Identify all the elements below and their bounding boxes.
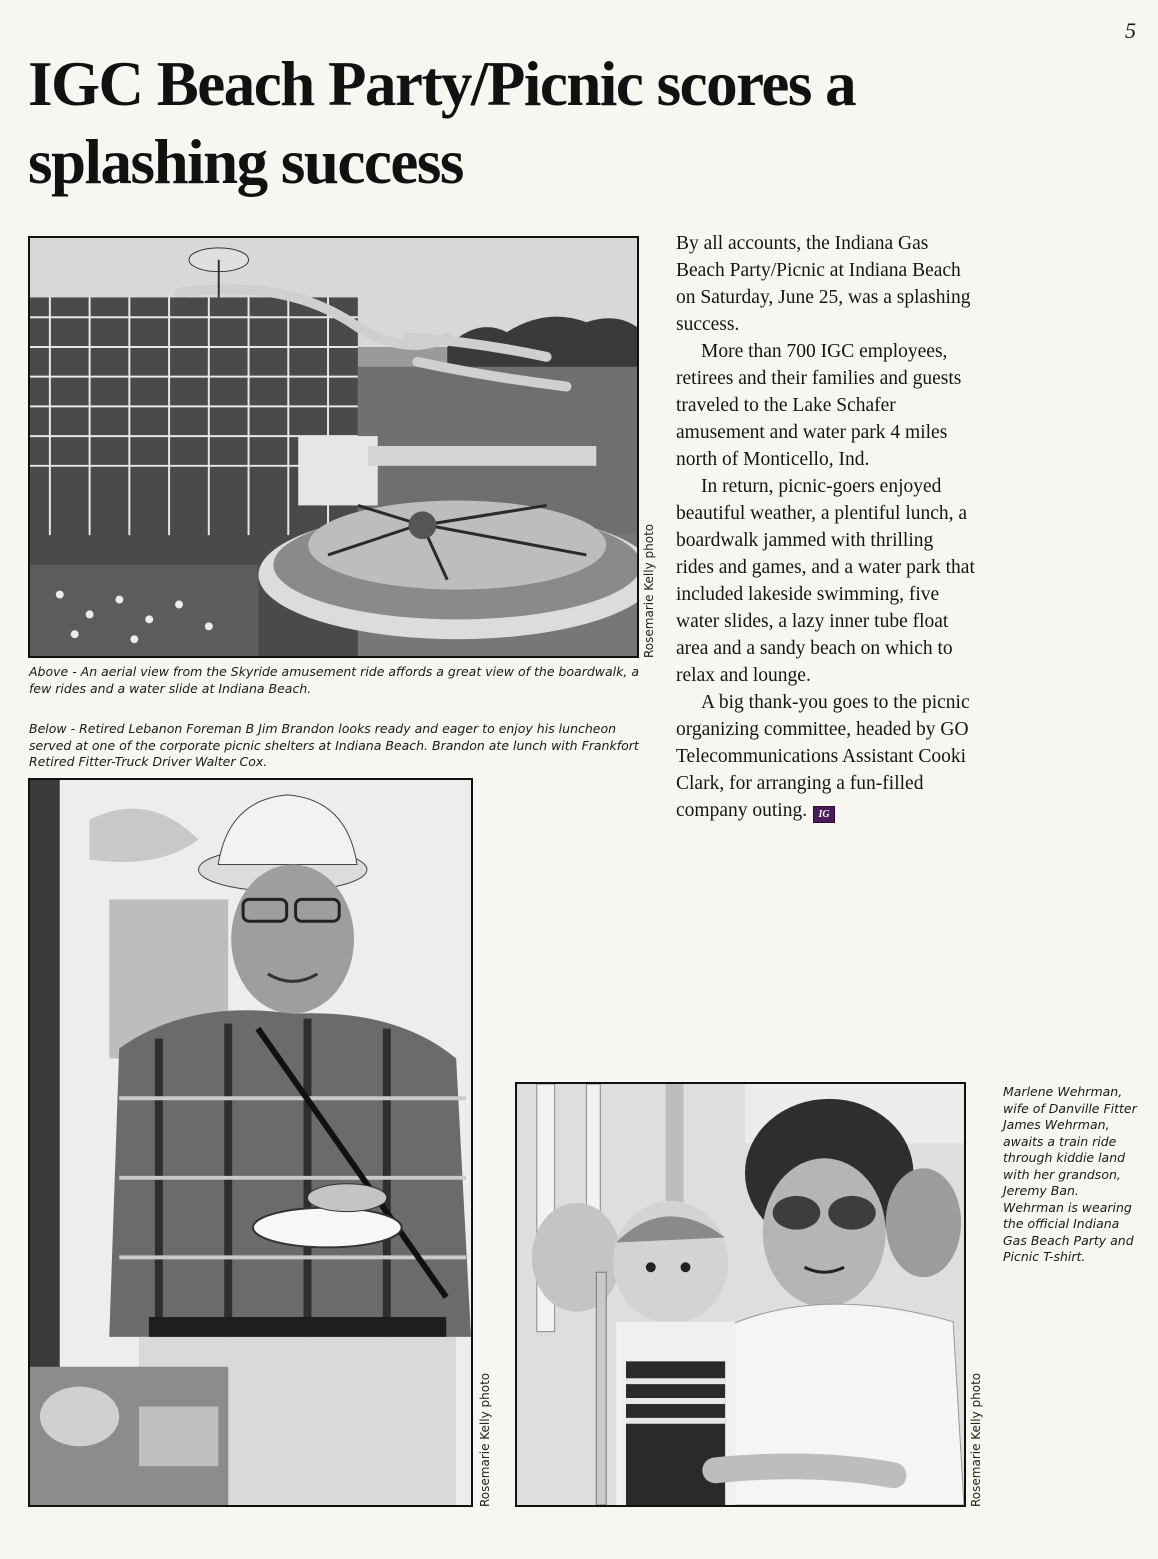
aerial-photo-credit: Rosemarie Kelly photo <box>642 523 656 658</box>
page-number: 5 <box>1125 18 1136 43</box>
article-paragraph: By all accounts, the Indiana Gas Beach Party/Picnic at Indiana Beach on Saturday, June 25, was a splashing success. <box>676 233 971 335</box>
article-paragraph: In return, picnic-goers enjoyed beautiful weather, a plentiful lunch, a boardwalk jammed with thrilling rides and games, and a water park that included lakeside swimming, five water slides, a lazy inner tube float area and a sandy beach on which to relax and lounge. <box>676 476 975 686</box>
article-paragraph: A big thank-you goes to the picnic organizing committee, headed by GO Telecommunications Assistant Cooki Clark, for arranging a fun-filled company outing. <box>676 692 970 821</box>
wehrman-photo-caption: Marlene Wehrman, wife of Danville Fitter James Wehrman, awaits a train ride through kiddie land with her grandson, Jeremy Ban. Wehrman is wearing the official Indiana Gas Beach Party and Picnic T-shirt. <box>1003 1084 1137 1264</box>
article-body <box>676 230 976 824</box>
jim-brandon-photo <box>28 778 473 1507</box>
brandon-photo-caption: Below - Retired Lebanon Foreman B Jim Brandon looks ready and eager to enjoy his luncheon served at one of the corporate picnic shelters at Indiana Beach. Brandon ate lunch with Frankfort Retired Fitter-Truck Driver Walter Cox. <box>29 721 639 769</box>
wehrman-photo <box>515 1082 966 1507</box>
headline: IGC Beach Party/Picnic scores a splashing success <box>28 49 856 197</box>
wehrman-photo-credit: Rosemarie Kelly photo <box>969 1372 983 1507</box>
aerial-photo-caption: Above - An aerial view from the Skyride amusement ride affords a great view of the boardwalk, a few rides and a water slide at Indiana Beach. <box>29 664 639 696</box>
article-paragraph-last <box>676 689 976 824</box>
ig-end-mark-icon: IG <box>813 806 835 823</box>
article-paragraph: More than 700 IGC employees, retirees and their families and guests traveled to the Lake Schafer amusement and water park 4 miles north of Monticello, Ind. <box>676 341 962 470</box>
aerial-boardwalk-photo <box>28 236 639 658</box>
brandon-photo-credit: Rosemarie Kelly photo <box>478 1372 492 1507</box>
